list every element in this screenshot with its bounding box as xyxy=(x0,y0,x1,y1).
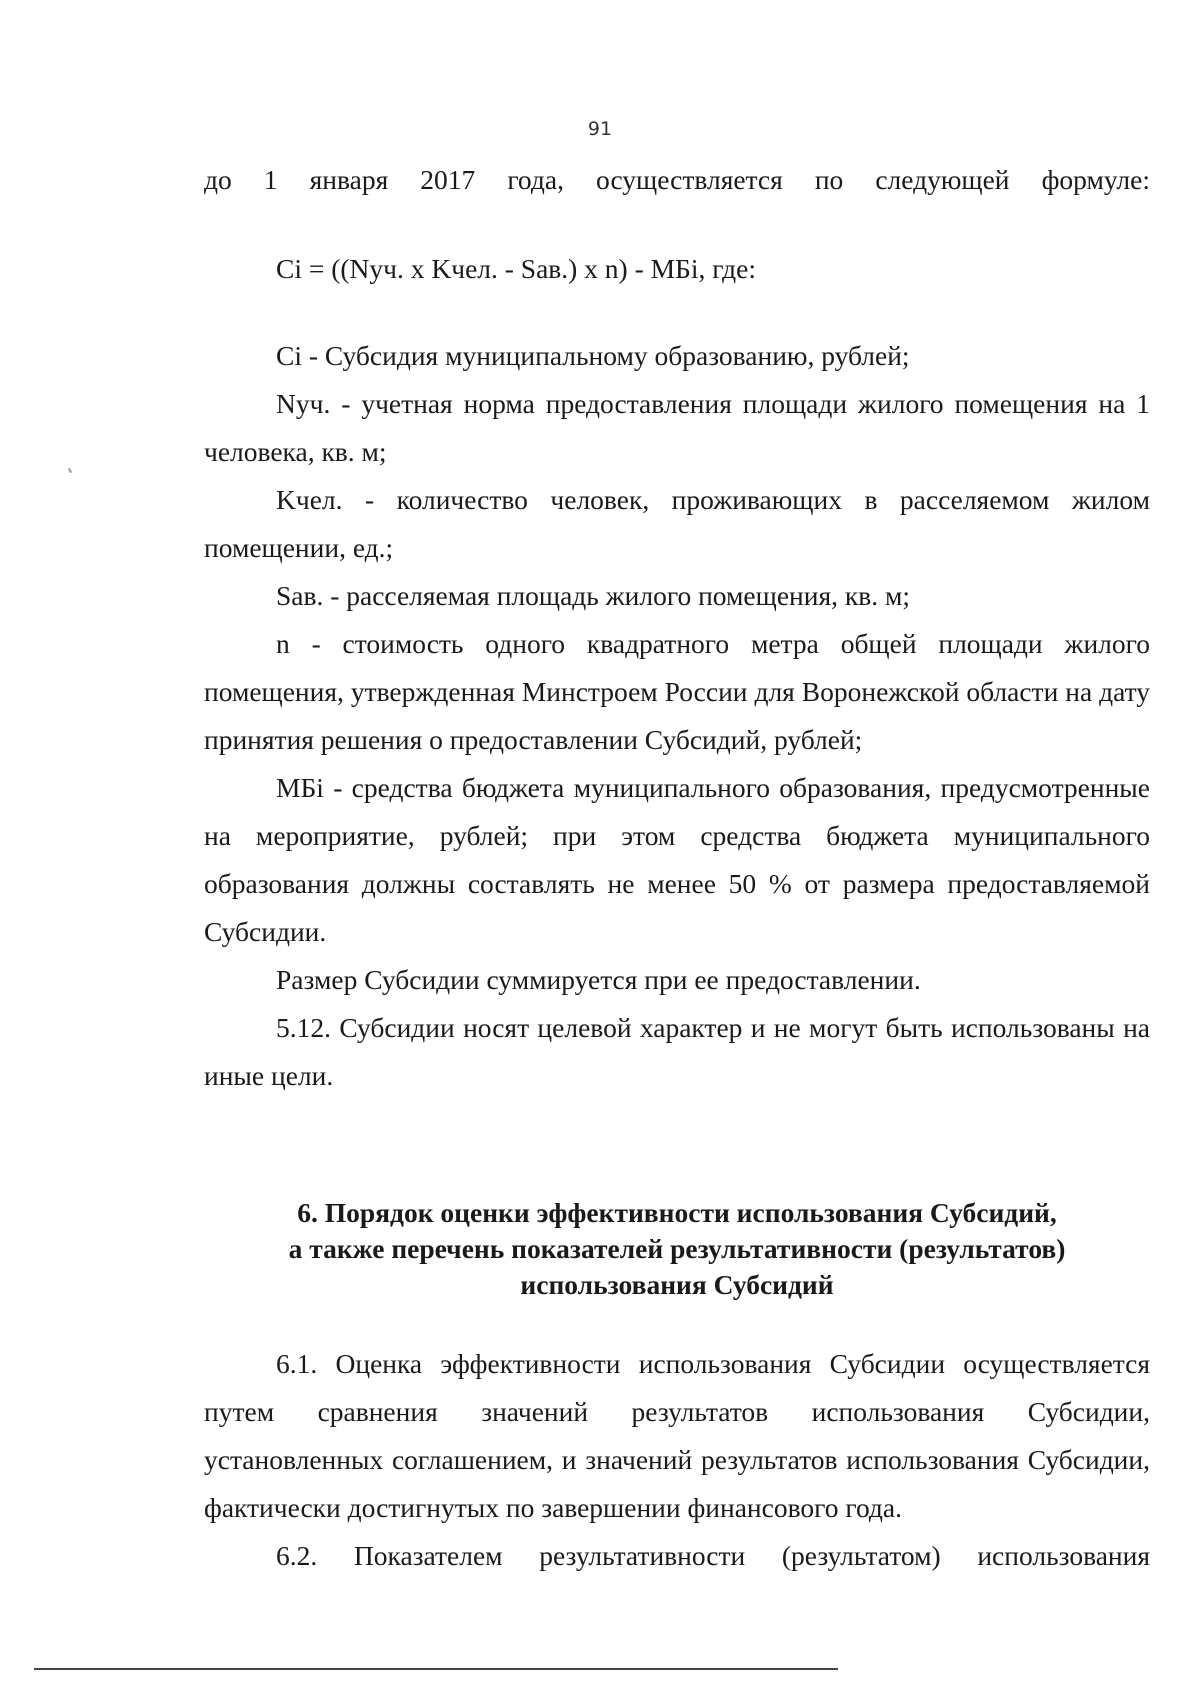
heading-line-1: 6. Порядок оценки эффективности использования Субсидий, xyxy=(297,1197,1057,1228)
definition-nuch: Nуч. - учетная норма предоставления площади жилого помещения на 1 человека, кв. м; xyxy=(204,388,1150,467)
definition-ci: Ci - Субсидия муниципальному образованию, рублей; xyxy=(276,340,910,371)
definition-kchel: Kчел. - количество человек, проживающих в расселяемом жилом помещении, ед.; xyxy=(204,484,1150,563)
definitions-block xyxy=(204,332,1150,1100)
intro-line: до 1 января 2017 года, осуществляется по следующей формуле: xyxy=(204,164,1150,195)
clause-6-1: 6.1. Оценка эффективности использования Субсидии осуществляется путем сравнения значений результатов использования Субсидии, установленных соглашением, и значений результатов использования Субсидии, фактически достигнутых по завершении финансового года. xyxy=(204,1348,1150,1523)
definition-mbi: МБi - средства бюджета муниципального образования, предусмотренные на мероприятие, рублей; при этом средства бюджета муниципального образования должны составлять не менее 50 % от размера предоставляемой Субсидии. xyxy=(204,772,1150,947)
scan-speck xyxy=(68,468,72,473)
heading-line-2: а также перечень показателей результативности (результатов) xyxy=(288,1233,1066,1264)
subsidy-sum-note: Размер Субсидии суммируется при ее предоставлении. xyxy=(276,964,921,995)
definition-n: n - стоимость одного квадратного метра общей площади жилого помещения, утвержденная Минстроем России для Воронежской области на дату принятия решения о предоставлении Субсидий, рублей; xyxy=(204,628,1150,755)
formula: Ci = ((Nуч. x Kчел. - Sав.) x n) - МБi, где: xyxy=(276,253,756,284)
heading-line-3: использования Субсидий xyxy=(520,1269,834,1300)
definition-sav: Sав. - расселяемая площадь жилого помещения, кв. м; xyxy=(276,580,910,611)
clause-6-2: 6.2. Показателем результативности (результатом) использования xyxy=(276,1540,1150,1571)
section-6-body xyxy=(204,1340,1150,1580)
section-6-heading xyxy=(204,1195,1150,1303)
clause-5-12: 5.12. Субсидии носят целевой характер и не могут быть использованы на иные цели. xyxy=(204,1012,1150,1091)
bottom-rule xyxy=(34,1668,838,1670)
page-number: 91 xyxy=(587,118,613,140)
